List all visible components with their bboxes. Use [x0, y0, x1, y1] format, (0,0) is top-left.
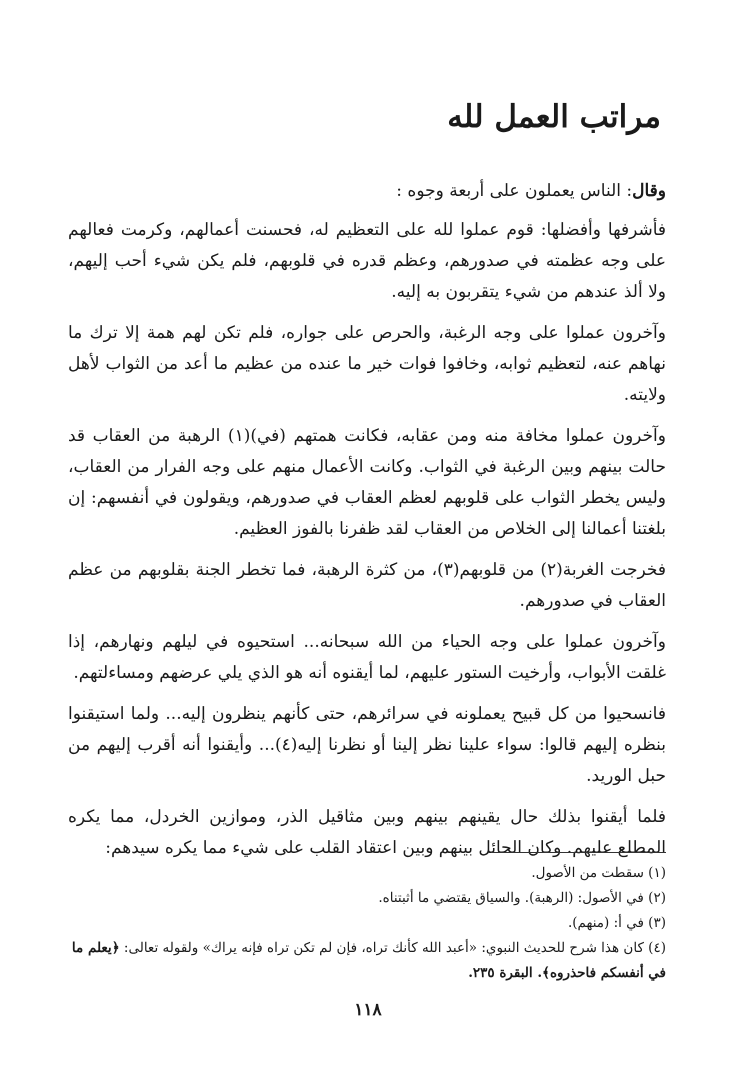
page-number: ١١٨ — [354, 1000, 382, 1020]
paragraph-text: وآخرون عملوا مخافة منه ومن عقابه، فكانت همتهم (في)(١) الرهبة من العقاب قد حالت بينهم وبين الرغبة في الثواب. وكانت الأعمال منهم على وجه الفرار من العقاب، وليس يخطر الثواب على قلوبهم لعظم العقاب في صدورهم، ويقولون في أنفسهم: إن بلغتنا أعمالنا إلى الخلاص من العقاب لقد ظفرنا بالفوز العظيم. — [68, 426, 666, 539]
paragraph — [68, 699, 666, 792]
body-text — [68, 176, 666, 874]
footnote: (٢) في الأصول: (الرهبة). والسياق يقتضي ما أثبتناه. — [378, 890, 666, 906]
footnote: (١) سقطت من الأصول. — [531, 865, 666, 881]
paragraph — [68, 318, 666, 411]
paragraph-text: فأشرفها وأفضلها: قوم عملوا لله على التعظيم له، فحسنت أعمالهم، وكرمت فعالهم على وجه عظمته في صدورهم، وعظم قدره في قلوبهم، فلم يكن شيء أحب إليهم، ولا ألذ عندهم من شيء يتقربون به إليه. — [68, 220, 666, 302]
paragraph-text: وآخرون عملوا على وجه الحياء من الله سبحانه... استحيوه في ليلهم ونهارهم، إذا غلقت الأبواب، وأرخيت الستور عليهم، لما أيقنوه أنه هو الذي يلي عرضهم ومساءلتهم. — [68, 632, 666, 683]
paragraph — [68, 215, 666, 308]
footnote — [68, 936, 666, 986]
paragraph — [68, 627, 666, 689]
paragraph-text: فلما أيقنوا بذلك حال يقينهم بينهم وبين مثاقيل الذر، وموازين الخردل، مما يكره المطلع عليهم. وكان الحائل بينهم وبين اعتقاد القلب على شيء مما يكره سيدهم: — [68, 807, 666, 858]
paragraph-lead: وقال — [632, 181, 666, 201]
footnotes — [68, 852, 666, 986]
footnote: (٣) في أ: (منهم). — [567, 915, 666, 931]
paragraph — [68, 555, 666, 617]
chapter-title: مراتب العمل لله — [447, 99, 661, 135]
paragraph-text: : الناس يعملون على أربعة وجوه : — [396, 181, 633, 201]
footnote-quran-quote: ﴿يعلم ما في أنفسكم فاحذروه﴾. البقرة ٢٣٥. — [71, 940, 666, 981]
footnote-divider — [491, 852, 666, 853]
footnote-text: (٤) كان هذا شرح للحديث النبوي: «أعبد الله كأنك تراه، فإن لم تكن تراه فإنه يراك» ولقوله تعالى: — [119, 940, 666, 956]
paragraph — [68, 176, 666, 207]
paragraph-text: فخرجت الغربة(٢) من قلوبهم(٣)، من كثرة الرهبة، فما تخطر الجنة بقلوبهم من عظم العقاب في صدورهم. — [68, 560, 666, 611]
paragraph-text: وآخرون عملوا على وجه الرغبة، والحرص على جواره، فلم تكن لهم همة إلا ترك ما نهاهم عنه، لتعظيم ثوابه، وخافوا فوات خير ما عنده من عظيم ما أعد من الثواب لأهل ولايته. — [68, 323, 666, 405]
paragraph — [68, 421, 666, 545]
paragraph-text: فانسحيوا من كل قبيح يعملونه في سرائرهم، حتى كأنهم ينظرون إليه... ولما استيقنوا بنظره إليهم قالوا: سواء علينا نظر إلينا أو نظرنا إليه(٤)... وأيقنوا أنه أقرب إليهم من حبل الوريد. — [68, 704, 666, 786]
